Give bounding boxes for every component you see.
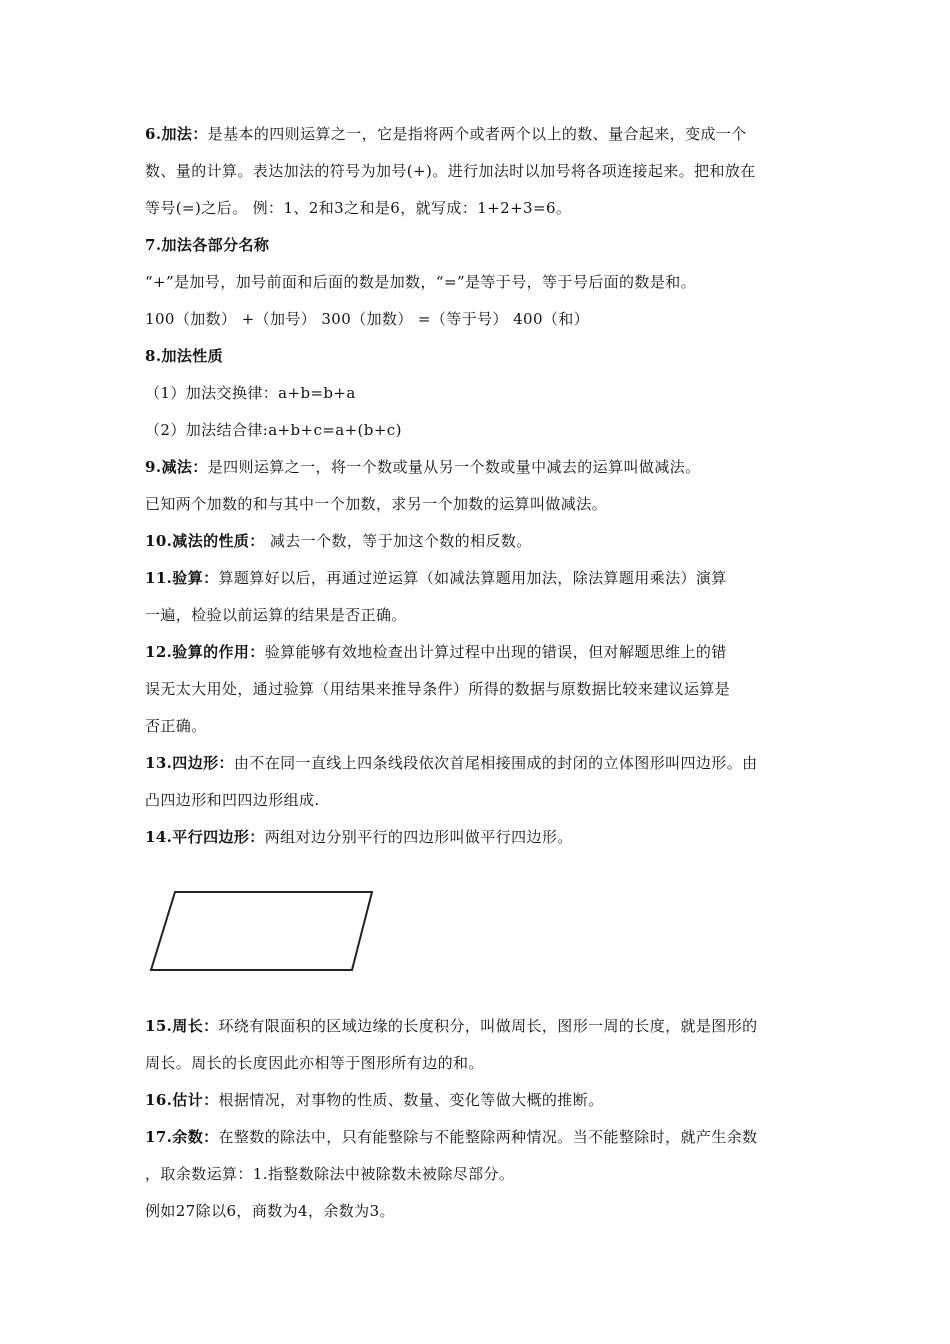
parallelogram-figure xyxy=(145,884,385,980)
paragraph-line xyxy=(145,116,810,153)
paragraph-text: 在整数的除法中，只有能整除与不能整除两种情况。当不能整除时，就产生余数 xyxy=(218,1128,758,1146)
paragraph-text: 算题算好以后，再通过逆运算（如减法算题用加法，除法算题用乘法）演算 xyxy=(218,569,727,587)
paragraph-text: 是基本的四则运算之一，它是指将两个或者两个以上的数、量合起来，变成一个 xyxy=(207,125,747,143)
paragraph-line: 100（加数） +（加号） 300（加数） =（等于号） 400（和） xyxy=(145,310,590,328)
paragraph-line: 否正确。 xyxy=(145,717,207,735)
paragraph-line: 误无太大用处，通过验算（用结果来推导条件）所得的数据与原数据比较来建议运算是 xyxy=(145,680,731,698)
section-heading: 17.余数： xyxy=(145,1128,219,1146)
paragraph-text: 减去一个数，等于加这个数的相反数。 xyxy=(264,532,532,550)
paragraph-line xyxy=(145,449,810,486)
section-heading: 7.加法各部分名称 xyxy=(145,236,270,254)
paragraph-line: 已知两个加数的和与其中一个加数，求另一个加数的运算叫做减法。 xyxy=(145,495,608,513)
paragraph-line: 数、量的计算。表达加法的符号为加号(+)。进行加法时以加号将各项连接起来。把和放在 xyxy=(145,162,756,180)
parallelogram-shape xyxy=(151,892,372,970)
section-heading: 16.估计： xyxy=(145,1091,219,1109)
section-heading: 14.平行四边形： xyxy=(145,828,265,846)
section-heading: 11.验算： xyxy=(145,569,219,587)
paragraph-line: 周长。周长的长度因此亦相等于图形所有边的和。 xyxy=(145,1054,484,1072)
section-heading: 6.加法： xyxy=(145,125,208,143)
paragraph-line xyxy=(145,1008,810,1045)
paragraph-text: 验算能够有效地检查出计算过程中出现的错误，但对解题思维上的错 xyxy=(264,643,727,661)
paragraph-text: 根据情况，对事物的性质、数量、变化等做大概的推断。 xyxy=(218,1091,604,1109)
paragraph-line: 一遍，检验以前运算的结果是否正确。 xyxy=(145,606,407,624)
paragraph-line: 等号(=)之后。 例：1、2和3之和是6，就写成：1+2+3=6。 xyxy=(145,199,572,217)
paragraph-line xyxy=(145,560,810,597)
section-heading: 15.周长： xyxy=(145,1017,219,1035)
paragraph-line xyxy=(145,523,810,560)
paragraph-line: 例如27除以6，商数为4，余数为3。 xyxy=(145,1202,395,1220)
paragraph-line xyxy=(145,819,810,856)
paragraph-line xyxy=(145,1082,810,1119)
paragraph-text: 环绕有限面积的区域边缘的长度积分，叫做周长，图形一周的长度，就是图形的 xyxy=(218,1017,758,1035)
section-heading: 10.减法的性质： xyxy=(145,532,265,550)
paragraph-line: 凸四边形和凹四边形组成. xyxy=(145,791,320,809)
paragraph-line xyxy=(145,634,810,671)
paragraph-line: （1）加法交换律：a+b=b+a xyxy=(145,384,356,402)
paragraph-line xyxy=(145,745,810,782)
section-heading: 12.验算的作用： xyxy=(145,643,265,661)
section-heading: 13.四边形： xyxy=(145,754,234,772)
paragraph-text: 是四则运算之一，将一个数或量从另一个数或量中减去的运算叫做减法。 xyxy=(207,458,701,476)
section-heading: 9.减法： xyxy=(145,458,208,476)
paragraph-text: 两组对边分别平行的四边形叫做平行四边形。 xyxy=(264,828,573,846)
section-heading: 8.加法性质 xyxy=(145,347,224,365)
paragraph-line: ，取余数运算：1.指整数除法中被除数未被除尽部分。 xyxy=(145,1165,515,1183)
text-block-lower xyxy=(145,1008,810,1230)
paragraph-line: “+”是加号，加号前面和后面的数是加数，“=”是等于号，等于号后面的数是和。 xyxy=(145,273,697,291)
paragraph-text: 由不在同一直线上四条线段依次首尾相接围成的封闭的立体图形叫四边形。由 xyxy=(233,754,758,772)
text-block-upper xyxy=(145,116,810,856)
paragraph-line xyxy=(145,1119,810,1156)
paragraph-line: （2）加法结合律:a+b+c=a+(b+c) xyxy=(145,421,402,439)
